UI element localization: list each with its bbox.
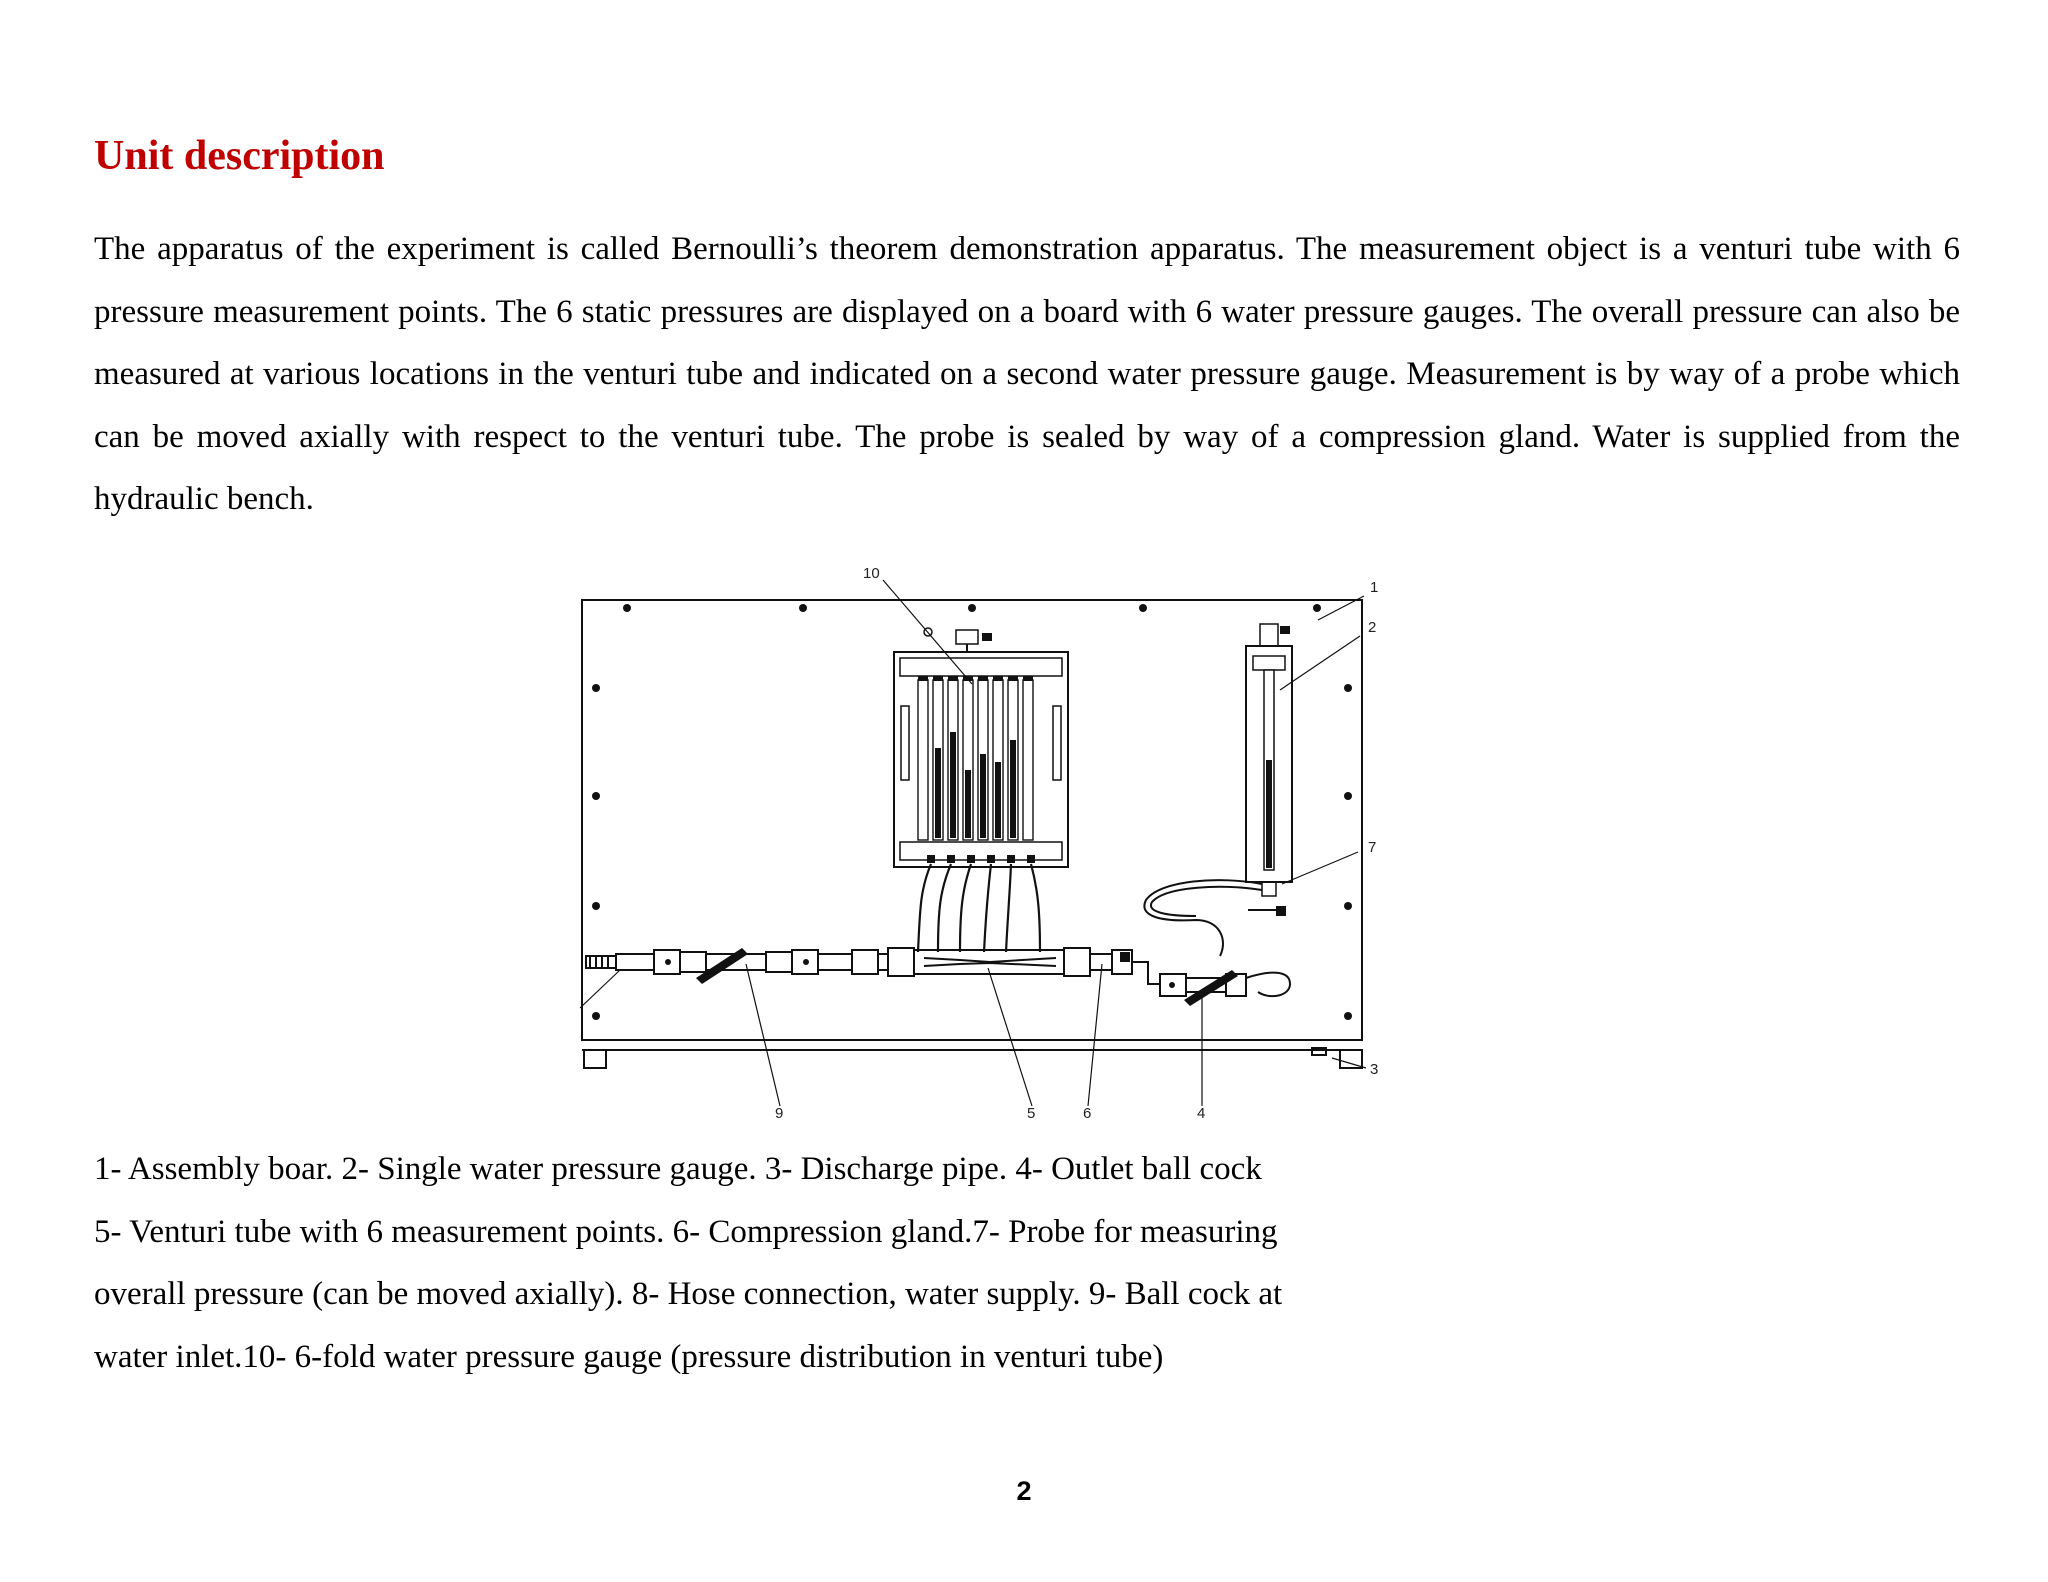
apparatus-diagram-svg [520,560,1440,1120]
probe-tubing [1144,880,1262,956]
caption-line: 5- Venturi tube with 6 measurement points. 6- Compression gland.7- Probe for measuring [94,1213,1278,1250]
callout-2: 2 [1368,619,1377,636]
six-fold-pressure-gauge [894,628,1068,867]
compression-gland [1120,952,1130,962]
callout-leaders [580,580,1366,1106]
callout-9: 9 [775,1105,784,1120]
board-foot-left [584,1050,606,1068]
callout-6: 6 [1083,1105,1092,1120]
ball-cock-outlet [1184,970,1238,1006]
page-number: 2 [1016,1476,1032,1506]
callout-1: 1 [1370,579,1379,596]
apparatus-diagram [520,560,1440,1120]
callout-7: 7 [1368,839,1377,856]
figure-caption [94,1138,1434,1388]
caption-line: water inlet.10- 6-fold water pressure gauge (pressure distribution in venturi tube) [94,1338,1164,1375]
caption-line: 1- Assembly boar. 2- Single water pressure gauge. 3- Discharge pipe. 4- Outlet ball cock [94,1151,1262,1187]
callout-3: 3 [1370,1061,1379,1078]
callout-4: 4 [1197,1105,1206,1120]
description-paragraph: The apparatus of the experiment is called Bernoulli’s theorem demonstration apparatus. The measurement object is a venturi tube with 6 pressure measurement points. The 6 static pressures are displayed on a board with 6 water pressure gauges. The overall pressure can also be measured at various locations in the venturi tube and indicated on a second water pressure gauge. Measurement is by way of a probe which can be moved axially with respect to the venturi tube. The probe is sealed by way of a compression gland. Water is supplied from the hydraulic bench. [94,231,1960,517]
callout-5: 5 [1027,1105,1036,1120]
pipeline [586,948,1290,996]
callout-10: 10 [863,565,880,582]
single-pressure-gauge [1246,624,1292,916]
gauge-hoses [918,864,1040,952]
section-heading: Unit description [94,133,385,179]
caption-line: overall pressure (can be moved axially). 8- Hose connection, water supply. 9- Ball cock at [94,1276,1283,1312]
